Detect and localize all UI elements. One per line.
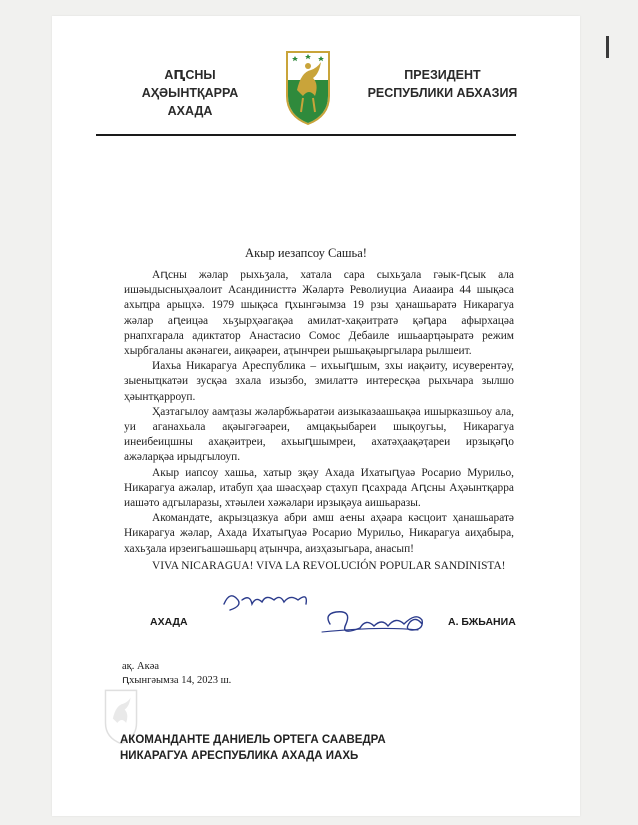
paragraph-1: Аԥсны жәлар рыхьӡала, хатала сара сыхьӡала гәык-ԥсык ала ишәыдысныҳәалоит Асандинисттә Жәлартә Револиуциа Аиааира 44 шықәса ахыҵра арыцхә. 1979 шықәса ԥхынгәымза 19 рзы ҳанашьаратә Никарагуа жәлар аԥеицәа хьӡырҳәагақәа амилат-хақәитратә қәԥара афырхацәа рнапхгарала адиктатор Анастасио Сомос Дебаиле ишьаарҵәыратә режим хырбгаланы акәнагеи, аиқәареи, аҭынчреи рышьақәыргылара рылшеит. [124,269,514,358]
closing-line: VIVA NICARAGUA! VIVA LA REVOLUCIÓN POPULAR SANDINISTA! [152,559,506,572]
paragraph-5: Акомандате, акрызцазкуа абри амш аҽны аҳәара кәсцоит ҳанашьаратә Никарагуа жәлар, Ахада Ихатыԥуаә Росарио Мурильо, Никарагуа аиҳабыра, хахьӡала ирзеигьашәшьарц аҭынчра, аизҳазыгьара, анасып! [124,512,514,555]
header-right [360,66,525,102]
addressee [120,732,386,764]
header-left-line2: АҲӘЫНТҚАРРА АХАДА [141,86,239,118]
paragraph-4: Акыр иапсоу хашьа, хатыр зқәу Ахада Ихатыԥуаә Росарио Мурильо, Никарагуа ажәлар, итабуп ҳаа шәасҳәар сҭахуп ԥсахрада Аԥсны Аҳәынтқарра иашәто адгыларазы, хтәылеи хәжәлари ирзықәуа аишьаразы. [124,466,514,510]
header-divider [96,134,516,136]
coat-of-arms-icon [285,50,331,126]
letter-body [124,268,514,574]
place-date [122,660,231,688]
header-right-line2: РЕСПУБЛИКИ АБХАЗИЯ [367,86,518,100]
signatory-name: А. БЖЬАНИА [448,616,516,628]
addressee-line1: АКОМАНДАНТЕ ДАНИЕЛЬ ОРТЕГА СААВЕДРА [120,734,386,746]
addressee-line2: НИКАРАГУА АРЕСПУБЛИКА АХАДА ИАХЬ [120,750,359,762]
salutation: Акыр иезапсоу Сашьа! [245,246,367,260]
letter-date: ԥхынгәымза 14, 2023 ш. [122,675,232,686]
paragraph-3: Ҳазтагылоу аамҭазы жәларбжьаратәи аизыказаашьақәа ишырказшьоу ала, уи аганахьала ақәыгәгәареи, амцақьыбареи шықоугьы, Никарагуа инеибеицшны ахақәитреи, ахьыԥшымреи, ахатәҳаақәҭареи ирзықәԥо ажәларқәа ирыдгылоуп. [124,405,514,464]
handwritten-signature [218,586,440,642]
header-right-line1: ПРЕЗИДЕНТ [404,68,481,82]
header-left-line1: АԤСНЫ [164,68,216,82]
signatory-title: АХАДА [150,616,188,628]
page-edge-mark [606,36,609,58]
paragraph-2: Иахьа Никарагуа Ареспублика – ихьыԥшым, зхы иақәиту, исуверентәу, зыеныҵкатәи зусқәа зхала изызбо, змилаттә интересқәа рыхьчара зылшо ҳәынтқарроуп. [124,360,514,403]
header-left [120,66,260,120]
place-city: ақ. Акәа [122,661,160,672]
